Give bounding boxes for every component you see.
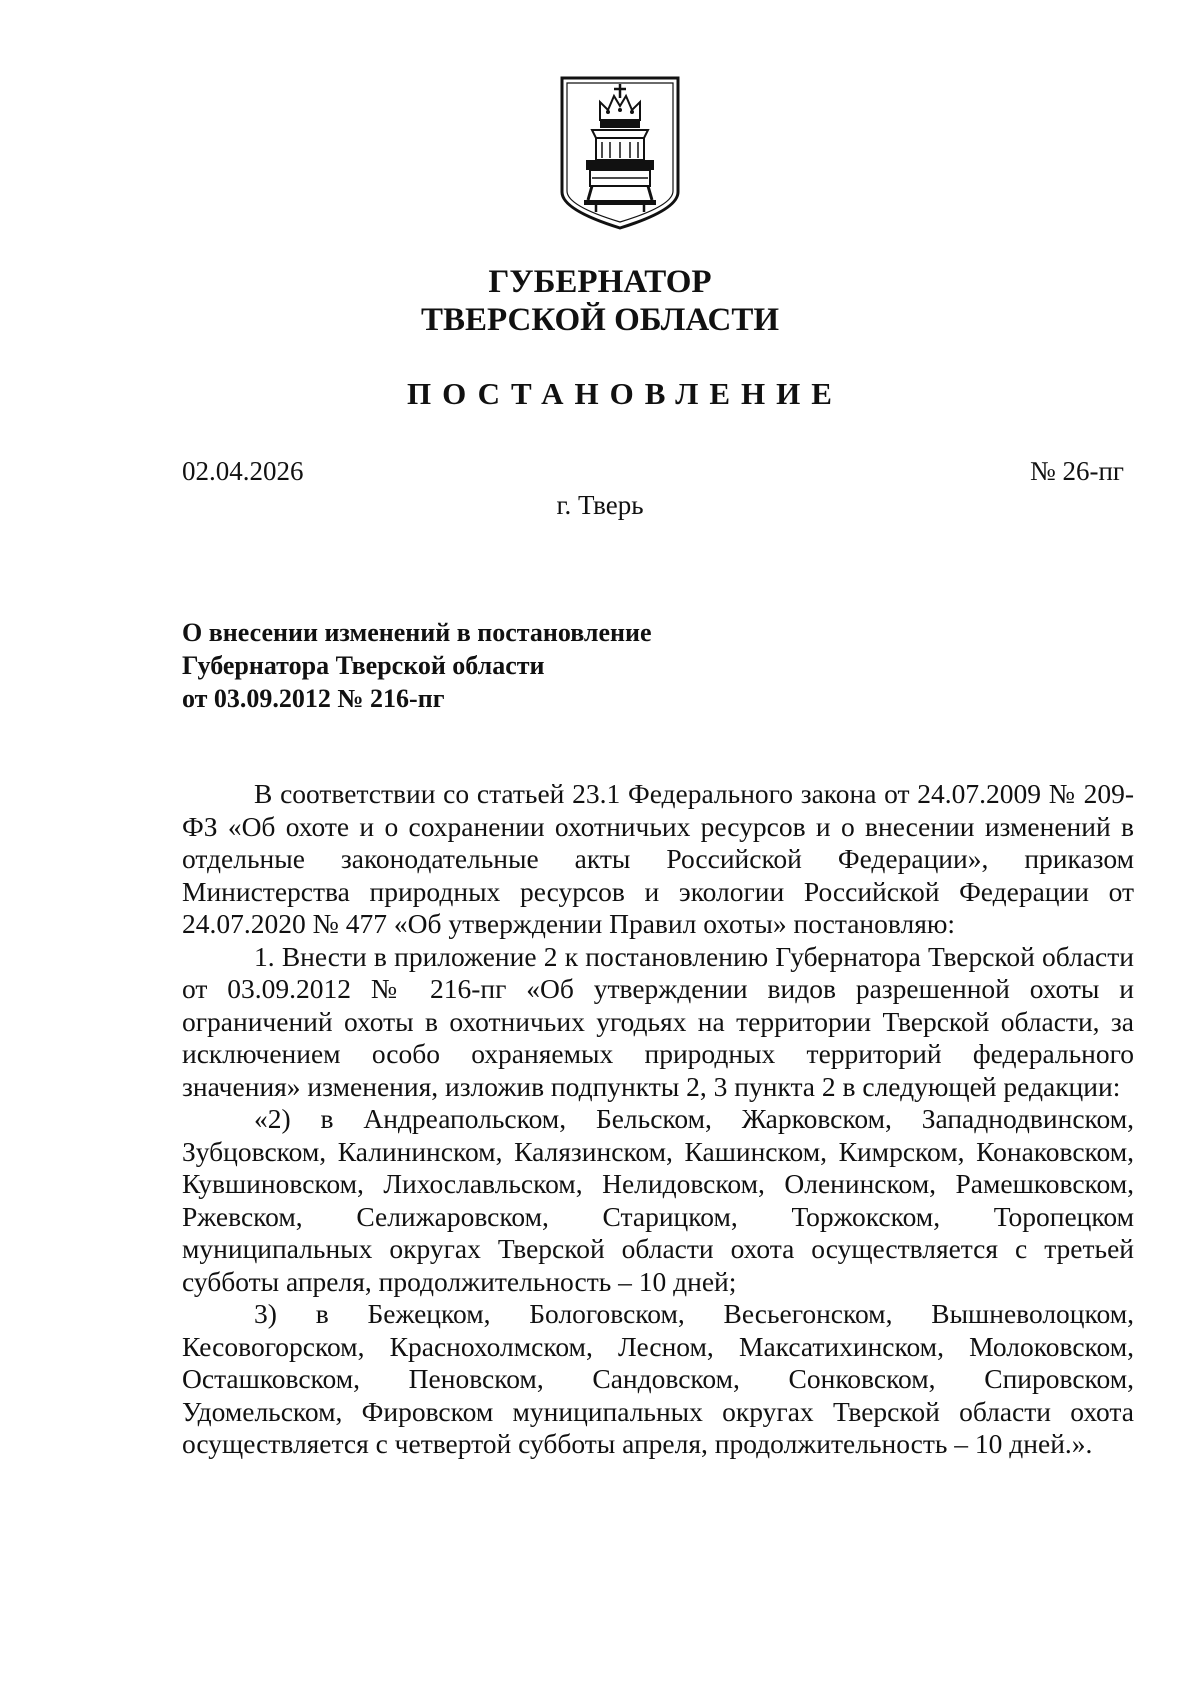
authority-title-line2: ТВЕРСКОЙ ОБЛАСТИ [420, 302, 780, 338]
coat-of-arms-emblem [556, 74, 684, 230]
document-date: 02.04.2026 [182, 456, 304, 486]
subject-line: от 03.09.2012 № 216-пг [182, 684, 445, 713]
subject-line: О внесении изменений в постановление [182, 618, 652, 647]
body-paragraph-subitem-3: 3) в Бежецком, Бологовском, Весьегонском, Вышневолоцком, Кесовогорском, Краснохолмском, Лесном, Максатихинском, Молоковском, Осташковском, Пеновском, Сандовском, Сонковском, Спировском, Удомельском, Фировском муниципальных округах Тверской области охота осуществляется с четвертой субботы апреля, продолжительность – 10 дней.». [182, 1298, 1134, 1459]
document-body [182, 778, 1134, 1461]
authority-title-line1: ГУБЕРНАТОР [488, 264, 712, 300]
body-paragraph-preamble: В соответствии со статьей 23.1 Федерального закона от 24.07.2009 № 209-ФЗ «Об охоте и о сохранении охотничьих ресурсов и о внесении изменений в отдельные законодательные акты Российской Федерации», приказом Министерства природных ресурсов и экологии Российской Федерации от 24.07.2020 № 477 «Об утверждении Правил охоты» постановляю: [182, 778, 1134, 939]
document-city: г. Тверь [556, 490, 644, 520]
body-paragraph-item-1: 1. Внести в приложение 2 к постановлению Губернатора Тверской области от 03.09.2012 № 216-пг «Об утверждении видов разрешенной охоты и ограничений охоты в охотничьих угодьях на территории Тверской области, за исключением особо охраняемых природных территорий федерального значения» изменения, изложив подпункты 2, 3 пункта 2 в следующей редакции: [182, 940, 1134, 1102]
body-paragraph-subitem-2: «2) в Андреапольском, Бельском, Жарковском, Западнодвинском, Зубцовском, Калининском, Калязинском, Кашинском, Кимрском, Конаковском, Кувшиновском, Лихославльском, Нелидовском, Оленинском, Рамешковском, Ржевском, Селижаровском, Старицком, Торжокском, Торопецком муниципальных округах Тверской области охота осуществляется с третьей субботы апреля, продолжительность – 10 дней; [182, 1103, 1134, 1297]
document-number: № 26-пг [1029, 456, 1124, 486]
document-type-heading: ПОСТАНОВЛЕНИЕ [407, 376, 843, 411]
subject-line: Губернатора Тверской области [182, 651, 545, 680]
